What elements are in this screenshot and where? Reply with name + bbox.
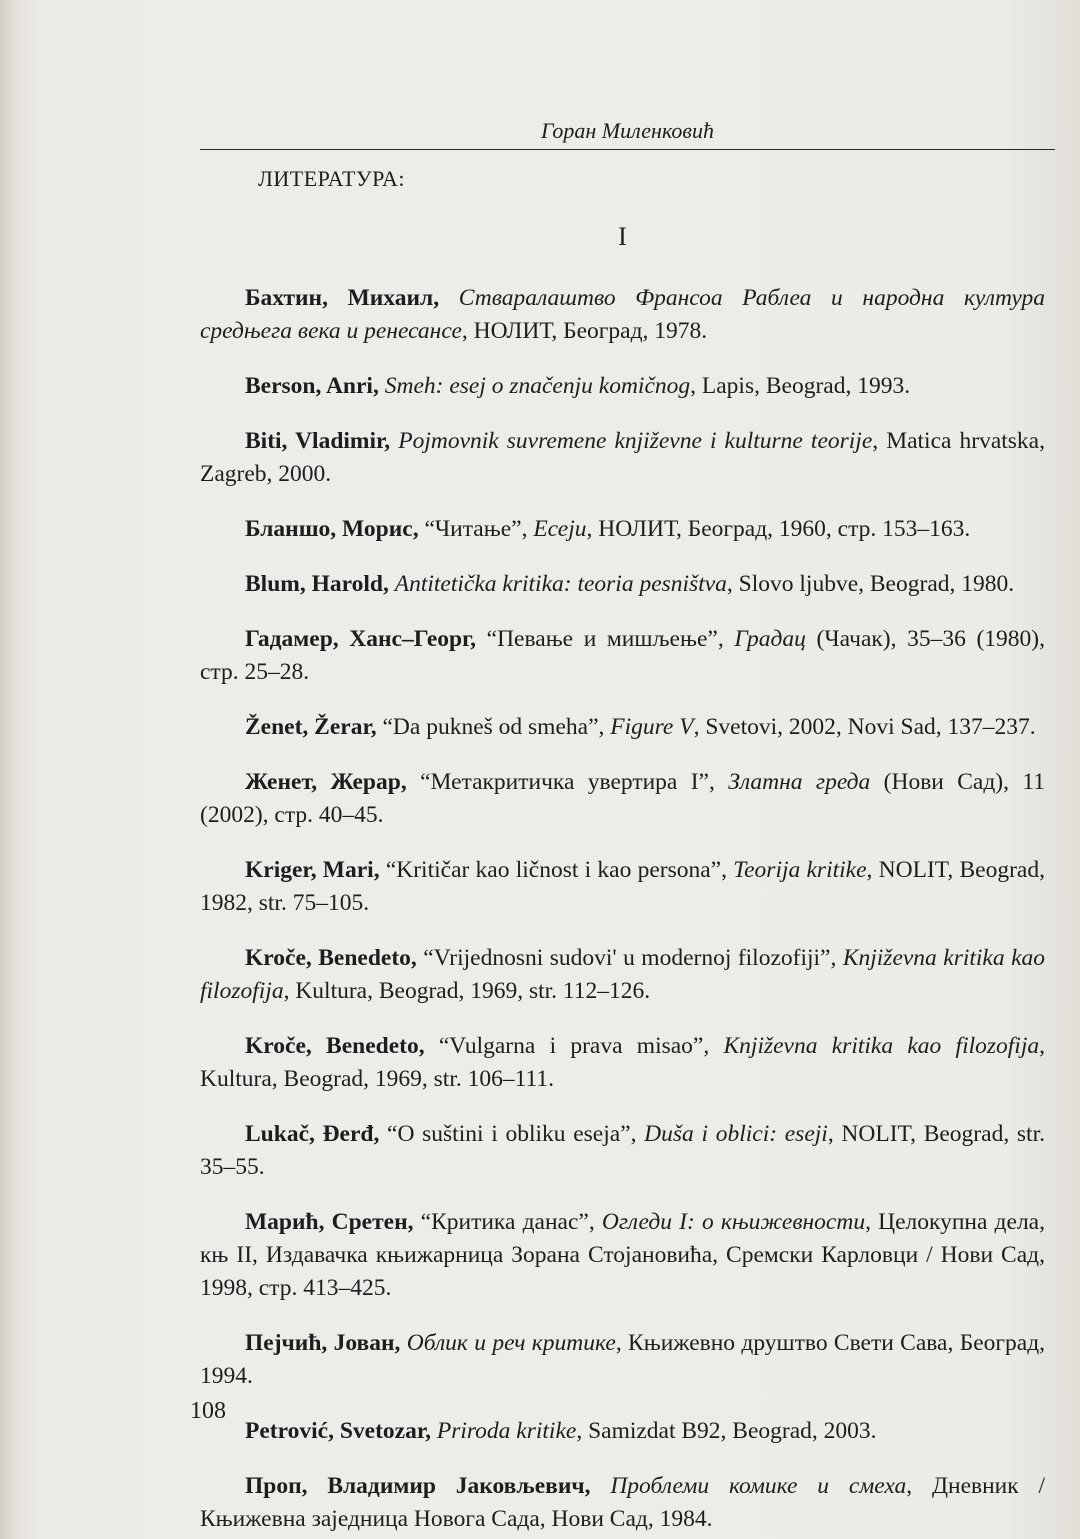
entry-prefix: “Читање”, xyxy=(418,516,534,542)
bibliography-entry xyxy=(200,282,1045,348)
bibliography-entry xyxy=(200,1415,1045,1448)
entry-prefix: “Певање и мишљење”, xyxy=(476,626,735,652)
entry-title: Pojmovnik suvremene književne i kulturne teorije xyxy=(398,428,873,454)
entry-publication: , Samizdat B92, Beograd, 2003. xyxy=(576,1418,877,1444)
bibliography-list xyxy=(200,282,1045,1539)
entry-title: Antitetička kritika: teoria pesništva xyxy=(394,571,727,597)
entry-title: Figure V xyxy=(610,714,694,740)
page-number: 108 xyxy=(190,1398,226,1424)
entry-publication: , Svetovi, 2002, Novi Sad, 137–237. xyxy=(693,714,1036,740)
entry-author: Марић, Сретен, xyxy=(245,1209,414,1235)
entry-publication: , Matica hrvatska, Zagreb, 2000. xyxy=(200,428,1045,487)
entry-author: Пејчић, Јован, xyxy=(245,1330,401,1356)
entry-author: Berson, Anri, xyxy=(245,373,379,399)
entry-author: Kroče, Benedeto, xyxy=(245,945,417,971)
bibliography-entry xyxy=(200,1470,1045,1536)
entry-prefix xyxy=(591,1473,611,1499)
entry-author: Проп, Владимир Јаковљевич, xyxy=(245,1473,591,1499)
entry-title: Проблеми комике и смеха xyxy=(610,1473,907,1499)
entry-title: Облик и реч критике xyxy=(406,1330,616,1356)
entry-publication: , Целокупна дела, књ II, Издавачка књижарница Зорана Стојановића, Сремски Карловци / Нови Сад, 1998, стр. 413–425. xyxy=(200,1209,1045,1301)
bibliography-entry xyxy=(200,942,1045,1008)
bibliography-entry xyxy=(200,568,1045,601)
entry-title: Есеји xyxy=(533,516,587,542)
bibliography-entry xyxy=(200,1118,1045,1184)
running-header: Горан Миленковић xyxy=(541,118,714,143)
entry-author: Бахтин, Михаил, xyxy=(245,285,440,311)
entry-publication: , НОЛИТ, Београд, 1960, стр. 153–163. xyxy=(586,516,971,542)
entry-author: Kriger, Mari, xyxy=(245,857,380,883)
entry-prefix: “Метакритичка увертира I”, xyxy=(406,769,729,795)
entry-author: Petrović, Svetozar, xyxy=(245,1418,431,1444)
entry-publication: (Чачак), 35–36 (1980), стр. 25–28. xyxy=(200,626,1046,685)
entry-publication: , Slovo ljubve, Beograd, 1980. xyxy=(726,571,1015,597)
bibliography-entry xyxy=(200,1206,1045,1305)
entry-publication: , NOLIT, Beograd, str. 35–55. xyxy=(200,1121,1045,1180)
bibliography-entry xyxy=(200,711,1045,744)
entry-title: Književna kritika kao filozofija xyxy=(200,945,1046,1004)
bibliography-entry xyxy=(200,513,1045,546)
entry-title: Градац xyxy=(734,626,806,652)
bibliography-entry xyxy=(200,1327,1045,1393)
entry-title: Smeh: esej o značenju komičnog xyxy=(384,373,691,399)
section-number: I xyxy=(618,222,627,251)
entry-prefix xyxy=(439,285,459,311)
entry-publication: , NOLIT, Beograd, 1982, str. 75–105. xyxy=(200,857,1045,916)
bibliography-entry xyxy=(200,854,1045,920)
entry-prefix: “Da pukneš od smeha”, xyxy=(376,714,611,740)
entry-publication: , НОЛИТ, Београд, 1978. xyxy=(461,318,708,344)
bibliography-entry xyxy=(200,766,1045,832)
entry-author: Blum, Harold, xyxy=(245,571,389,597)
entry-publication: , Kultura, Beograd, 1969, str. 106–111. xyxy=(200,1033,1045,1092)
entry-author: Biti, Vladimir, xyxy=(245,428,391,454)
entry-title: Стваралаштво Франсоа Раблеа и народна култура средњега века и ренесансе xyxy=(200,285,1045,344)
entry-author: Lukač, Đerđ, xyxy=(245,1121,380,1147)
entry-author: Женет, Жерар, xyxy=(245,769,407,795)
entry-prefix: “Kritičar kao ličnost i kao persona”, xyxy=(379,857,734,883)
entry-title: Златна греда xyxy=(728,769,871,795)
bibliography-entry xyxy=(200,1030,1045,1096)
entry-title: Teorija kritike xyxy=(733,857,867,883)
entry-prefix: “O suštini i obliku eseja”, xyxy=(379,1121,645,1147)
literature-heading: ЛИТЕРАТУРА: xyxy=(258,166,405,191)
entry-publication: (Нови Сад), 11 (2002), стр. 40–45. xyxy=(200,769,1045,828)
entry-author: Ženet, Žerar, xyxy=(245,714,377,740)
entry-publication: , Књижевно друштво Свети Сава, Београд, 1994. xyxy=(200,1330,1046,1389)
entry-author: Гадамер, Ханс–Георг, xyxy=(245,626,477,652)
entry-title: Duša i oblici: eseji xyxy=(644,1121,828,1147)
entry-title: Književna kritika kao filozofija xyxy=(723,1033,1040,1059)
entry-publication: , Kultura, Beograd, 1969, str. 112–126. xyxy=(283,978,651,1004)
entry-prefix: “Vulgarna i prava misao”, xyxy=(424,1033,724,1059)
bibliography-entry xyxy=(200,623,1045,689)
bibliography-entry xyxy=(200,425,1045,491)
entry-prefix: “Vrijednosni sudovi' u modernoj filozofiji”, xyxy=(416,945,843,971)
entry-prefix: “Критика данас”, xyxy=(413,1209,602,1235)
entry-publication: , Lapis, Beograd, 1993. xyxy=(690,373,911,399)
entry-author: Бланшо, Морис, xyxy=(245,516,419,542)
entry-publication: , Дневник / Књижевна заједница Новога Сада, Нови Сад, 1984. xyxy=(200,1473,1046,1532)
entry-title: Priroda kritike xyxy=(436,1418,577,1444)
entry-title: Огледи I: о књижевности xyxy=(601,1209,866,1235)
entry-author: Kroče, Benedeto, xyxy=(245,1033,425,1059)
bibliography-entry xyxy=(200,370,1045,403)
header-rule xyxy=(200,149,1055,150)
